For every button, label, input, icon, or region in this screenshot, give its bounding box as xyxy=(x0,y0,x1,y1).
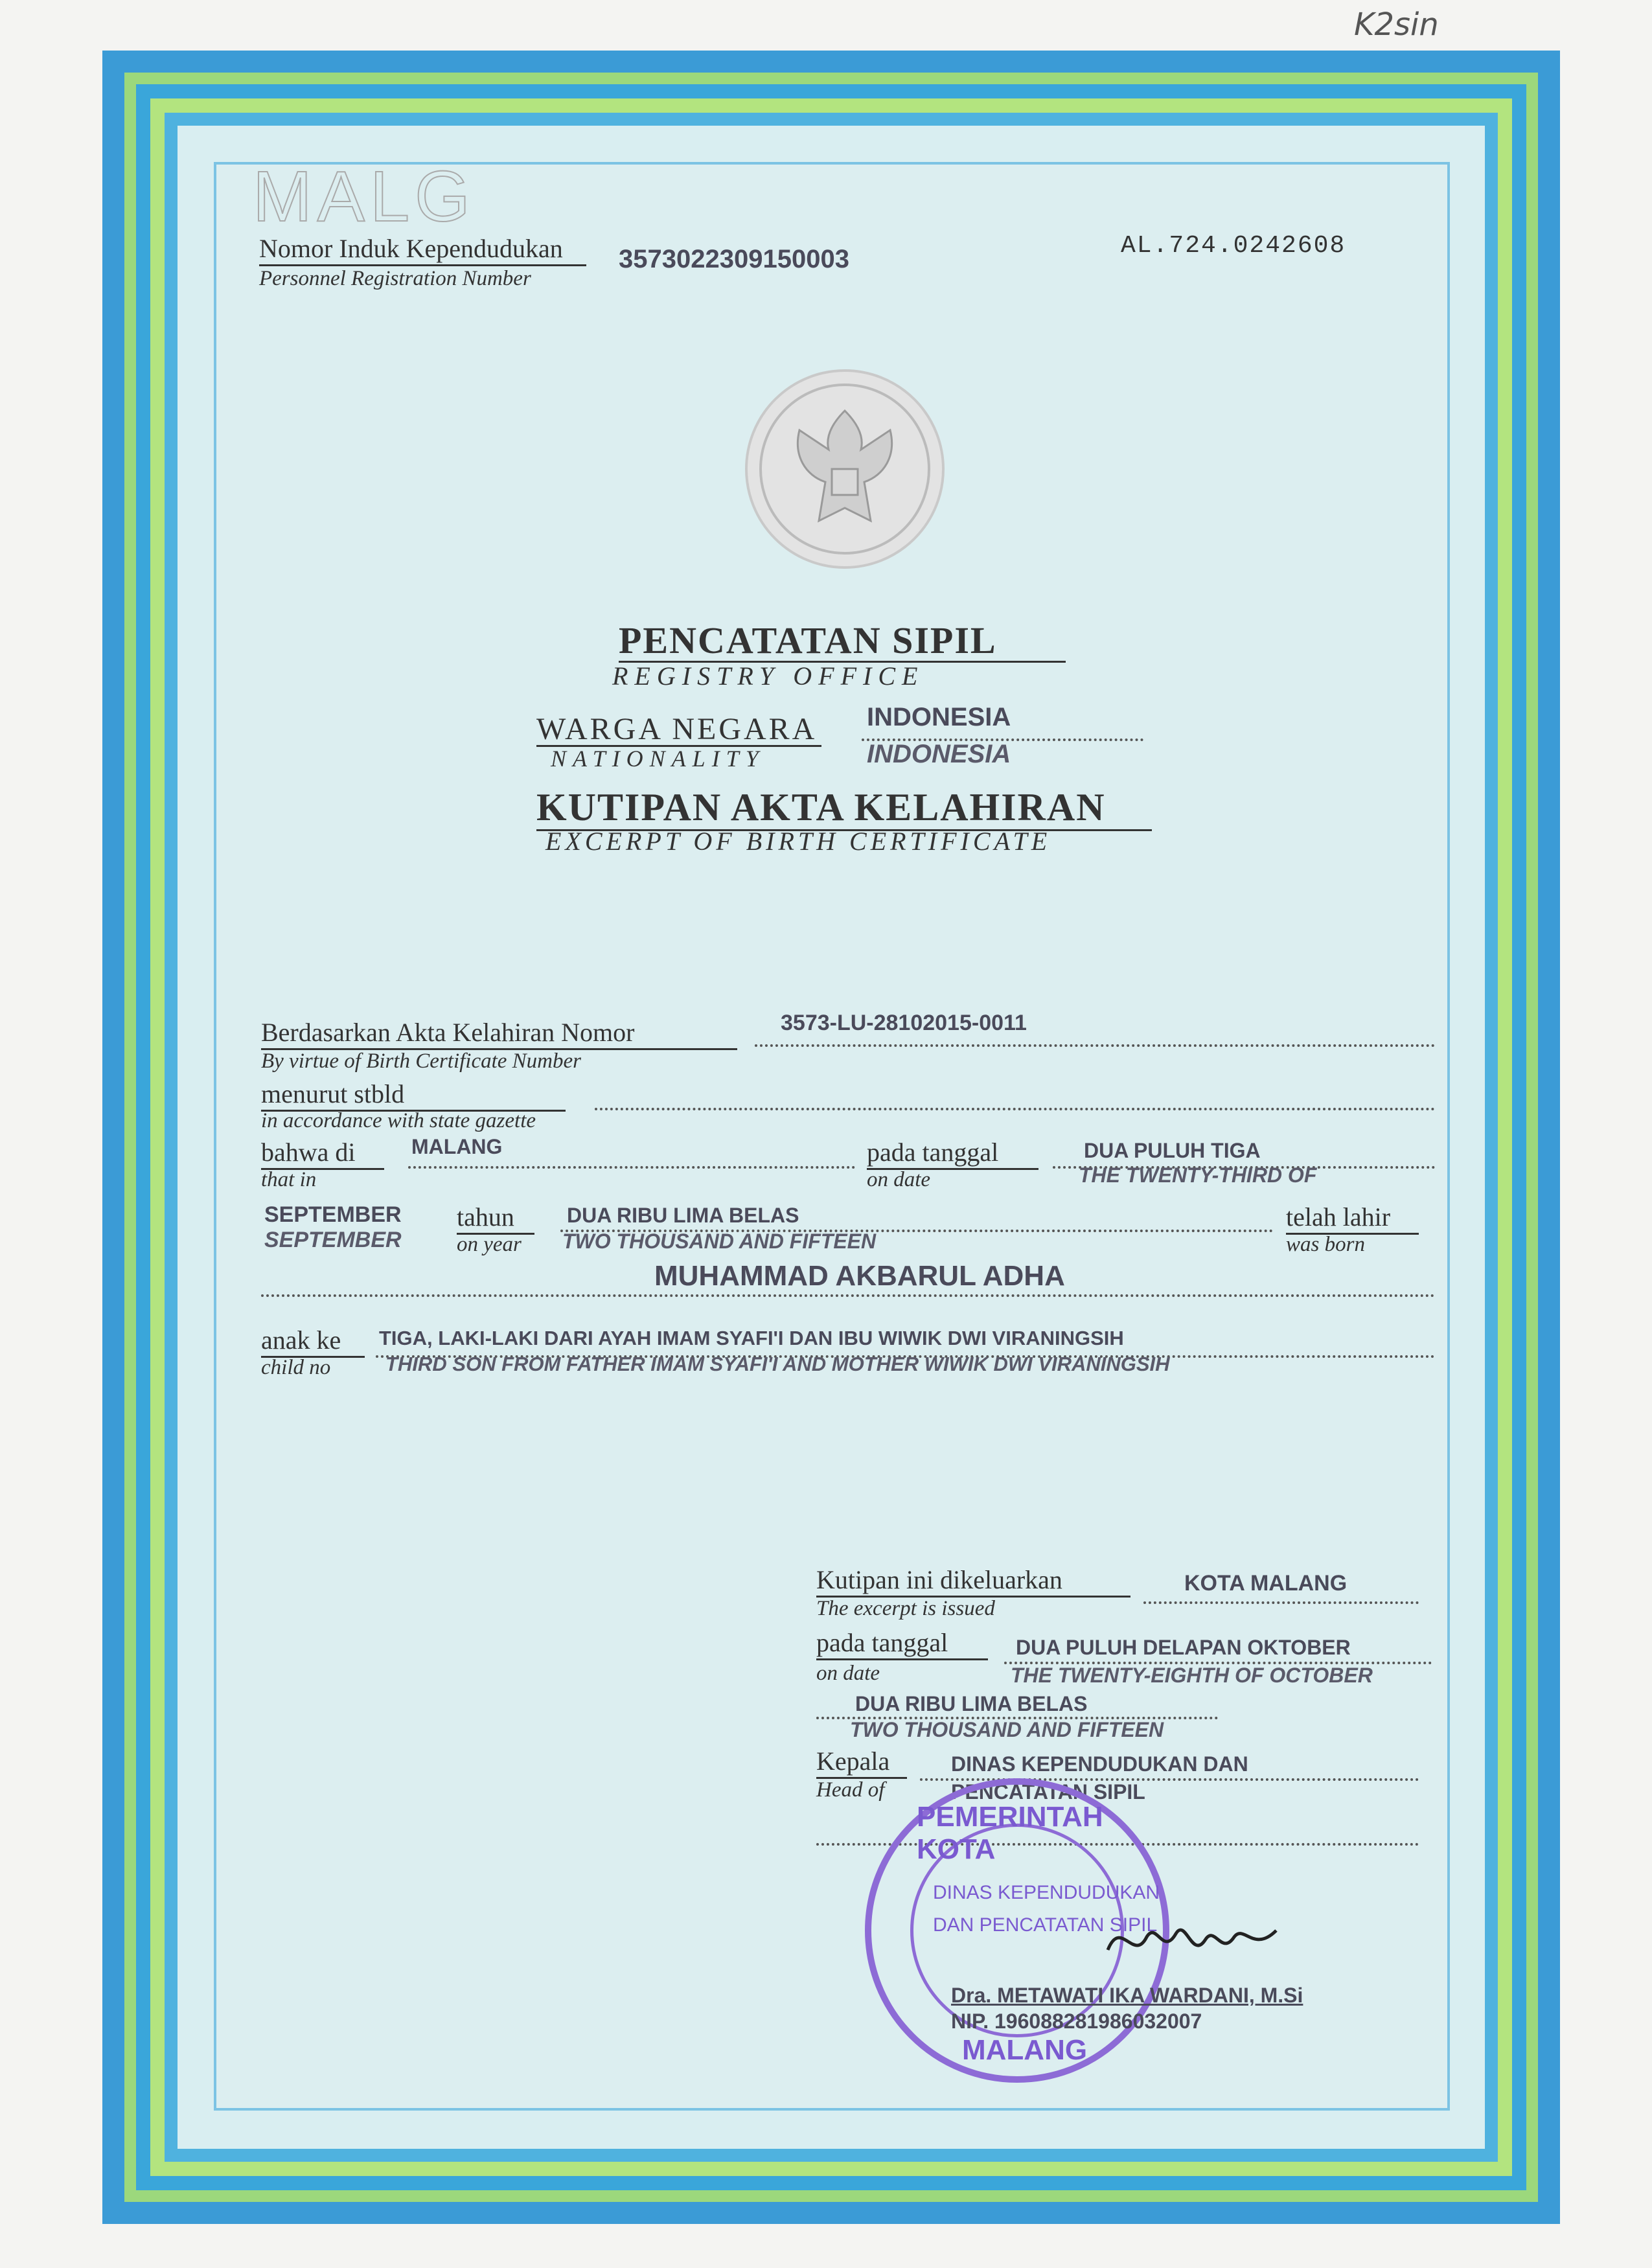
document-title: KUTIPAN AKTA KELAHIRAN xyxy=(536,786,1106,829)
cert-value: 3573-LU-28102015-0011 xyxy=(781,1011,1027,1035)
head-label: Kepala xyxy=(816,1747,890,1776)
issue-date-value-en: THE TWENTY-EIGHTH OF OCTOBER xyxy=(1011,1664,1373,1687)
place-label: bahwa di xyxy=(261,1138,356,1167)
stbld-dots xyxy=(595,1108,1435,1110)
child-name: MUHAMMAD AKBARUL ADHA xyxy=(654,1260,1065,1292)
place-value: MALANG xyxy=(411,1135,503,1158)
nationality-value: INDONESIA xyxy=(867,703,1011,731)
nationality-label-en: NATIONALITY xyxy=(551,746,765,772)
garuda-emblem-icon xyxy=(745,369,945,569)
office-title-en: REGISTRY OFFICE xyxy=(612,661,924,691)
child-no-value: TIGA, LAKI-LAKI DARI AYAH IMAM SYAFI'I DAN IBU WIWIK DWI VIRANINGSIH xyxy=(379,1327,1124,1349)
issue-year-value-en: TWO THOUSAND AND FIFTEEN xyxy=(850,1718,1164,1741)
stamp-line2: DAN PENCATATAN SIPIL xyxy=(933,1914,1158,1936)
official-nip: NIP. 196088281986032007 xyxy=(951,2010,1202,2033)
place-label-en: that in xyxy=(261,1168,317,1191)
stamp-line1: DINAS KEPENDUDUKAN xyxy=(933,1882,1160,1903)
cert-label: Berdasarkan Akta Kelahiran Nomor xyxy=(261,1018,635,1047)
stamp-ring-bottom: MALANG xyxy=(962,2034,1088,2066)
cert-label-en: By virtue of Birth Certificate Number xyxy=(261,1049,582,1073)
head-value-line1: DINAS KEPENDUDUKAN DAN xyxy=(951,1752,1248,1776)
birth-year-value: DUA RIBU LIMA BELAS xyxy=(567,1204,799,1227)
issued-place-value: KOTA MALANG xyxy=(1184,1571,1348,1596)
issue-date-value: DUA PULUH DELAPAN OKTOBER xyxy=(1016,1636,1351,1659)
document-title-en: EXCERPT OF BIRTH CERTIFICATE xyxy=(545,827,1051,856)
child-name-dots xyxy=(261,1294,1435,1297)
serial-number: AL.724.0242608 xyxy=(1121,232,1346,260)
child-no-label: anak ke xyxy=(261,1325,341,1355)
issued-label: Kutipan ini dikeluarkan xyxy=(816,1565,1062,1594)
birth-date-value-en: THE TWENTY-THIRD OF xyxy=(1079,1163,1317,1187)
issued-place-dots xyxy=(1143,1601,1419,1604)
head-label-en: Head of xyxy=(816,1778,885,1802)
born-label: telah lahir xyxy=(1286,1202,1391,1231)
stbld-label-en: in accordance with state gazette xyxy=(261,1109,536,1132)
perforation-mark: MALG xyxy=(253,157,476,236)
birth-date-label: pada tanggal xyxy=(867,1138,999,1167)
birth-year-label: tahun xyxy=(457,1202,514,1231)
handwritten-corner-note: K2sin xyxy=(1354,6,1439,43)
nik-value: 3573022309150003 xyxy=(619,245,849,273)
official-name: Dra. METAWATI IKA WARDANI, M.Si xyxy=(951,1984,1303,2007)
head-value-line2: PENCATATAN SIPIL xyxy=(951,1780,1145,1804)
place-dots xyxy=(408,1166,855,1169)
issue-date-label-underline xyxy=(816,1658,988,1660)
birth-month-value: SEPTEMBER xyxy=(264,1202,402,1227)
nik-label-underline xyxy=(259,264,586,266)
nationality-value-en: INDONESIA xyxy=(867,740,1011,768)
nik-label: Nomor Induk Kependudukan xyxy=(259,234,563,263)
issue-date-label-en: on date xyxy=(816,1662,880,1685)
office-title: PENCATATAN SIPIL xyxy=(619,619,997,661)
cert-dots xyxy=(755,1044,1435,1047)
birth-date-label-en: on date xyxy=(867,1168,931,1191)
child-no-value-en: THIRD SON FROM FATHER IMAM SYAFI'I AND MOTHER WIWIK DWI VIRANINGSIH xyxy=(385,1353,1170,1375)
issue-date-label: pada tanggal xyxy=(816,1628,948,1657)
birth-month-value-en: SEPTEMBER xyxy=(264,1228,402,1252)
issued-label-en: The excerpt is issued xyxy=(816,1597,995,1620)
birth-year-value-en: TWO THOUSAND AND FIFTEEN xyxy=(562,1230,877,1253)
stamp-ring-top: PEMERINTAH KOTA xyxy=(917,1801,1103,1865)
stbld-label: menurut stbld xyxy=(261,1079,405,1108)
nationality-label: WARGA NEGARA xyxy=(536,712,818,746)
issue-year-value: DUA RIBU LIMA BELAS xyxy=(855,1692,1088,1715)
birth-year-label-en: on year xyxy=(457,1233,522,1256)
nik-label-en: Personnel Registration Number xyxy=(259,267,531,290)
birth-date-value: DUA PULUH TIGA xyxy=(1084,1139,1261,1162)
child-no-label-en: child no xyxy=(261,1356,331,1379)
born-label-en: was born xyxy=(1286,1233,1365,1256)
